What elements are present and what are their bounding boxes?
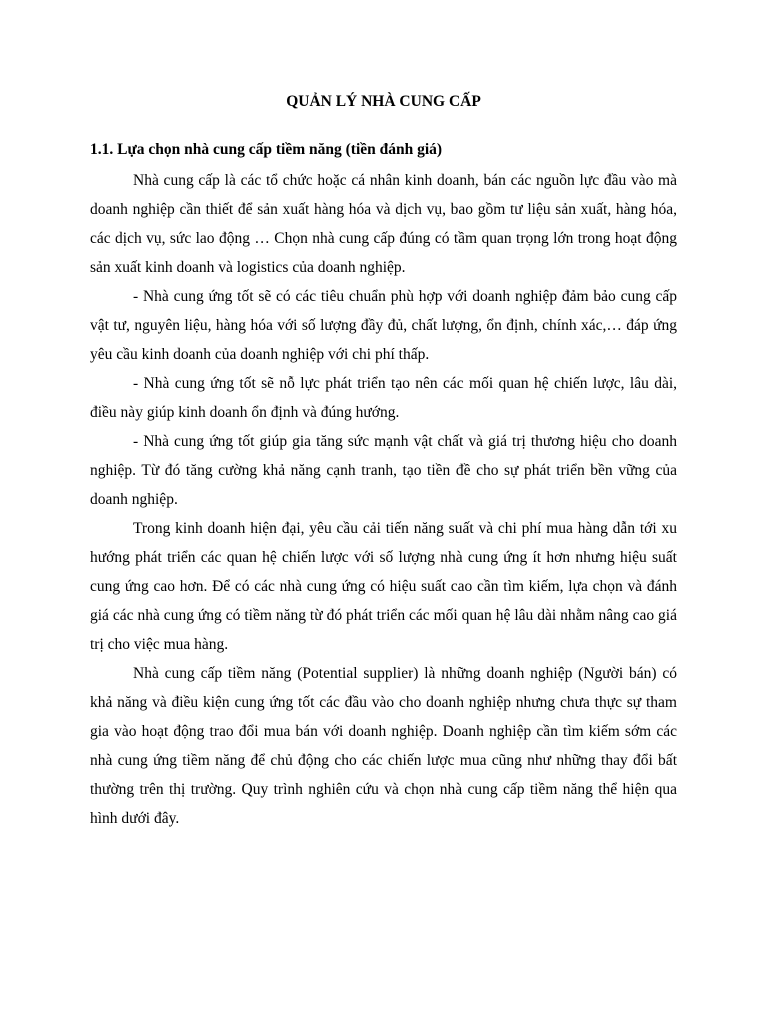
paragraph-modern-business: Trong kinh doanh hiện đại, yêu cầu cải tiến năng suất và chi phí mua hàng dẫn tới xu hướng phát triển các quan hệ chiến lược với số lượng nhà cung ứng ít hơn nhưng hiệu suất cung ứng cao hơn. Để có các nhà cung ứng có hiệu suất cao cần tìm kiếm, lựa chọn và đánh giá các nhà cung ứng có tiềm năng từ đó phát triển các mối quan hệ lâu dài nhằm nâng cao giá trị cho việc mua hàng. xyxy=(90,520,677,653)
document-page xyxy=(90,92,677,833)
document-title: QUẢN LÝ NHÀ CUNG CẤP xyxy=(286,93,481,110)
paragraph-bullet-standards: - Nhà cung ứng tốt sẽ có các tiêu chuẩn phù hợp với doanh nghiệp đảm bảo cung cấp vật tư, nguyên liệu, hàng hóa với số lượng đầy đủ, chất lượng, ổn định, chính xác,… đáp ứng yêu cầu kinh doanh của doanh nghiệp với chi phí thấp. xyxy=(90,288,677,363)
paragraph-supplier-definition: Nhà cung cấp là các tổ chức hoặc cá nhân kinh doanh, bán các nguồn lực đầu vào mà doanh nghiệp cần thiết để sản xuất hàng hóa và dịch vụ, bao gồm tư liệu sản xuất, hàng hóa, các dịch vụ, sức lao động … Chọn nhà cung cấp đúng có tầm quan trọng lớn trong hoạt động sản xuất kinh doanh và logistics của doanh nghiệp. xyxy=(90,172,677,276)
paragraph-potential-supplier: Nhà cung cấp tiềm năng (Potential supplier) là những doanh nghiệp (Người bán) có khả năng và điều kiện cung ứng tốt các đầu vào cho doanh nghiệp nhưng chưa thực sự tham gia vào hoạt động trao đổi mua bán với doanh nghiệp. Doanh nghiệp cần tìm kiếm sớm các nhà cung ứng tiềm năng để chủ động cho các chiến lược mua cũng như những thay đổi bất thường trên thị trường. Quy trình nghiên cứu và chọn nhà cung cấp tiềm năng thể hiện qua hình dưới đây. xyxy=(90,665,677,827)
paragraph-bullet-strategic: - Nhà cung ứng tốt sẽ nỗ lực phát triển tạo nên các mối quan hệ chiến lược, lâu dài, điều này giúp kinh doanh ổn định và đúng hướng. xyxy=(90,375,677,421)
paragraph-bullet-brand: - Nhà cung ứng tốt giúp gia tăng sức mạnh vật chất và giá trị thương hiệu cho doanh nghiệp. Từ đó tăng cường khả năng cạnh tranh, tạo tiền đề cho sự phát triển bền vững của doanh nghiệp. xyxy=(90,433,677,508)
section-heading: 1.1. Lựa chọn nhà cung cấp tiềm năng (tiền đánh giá) xyxy=(90,141,443,158)
